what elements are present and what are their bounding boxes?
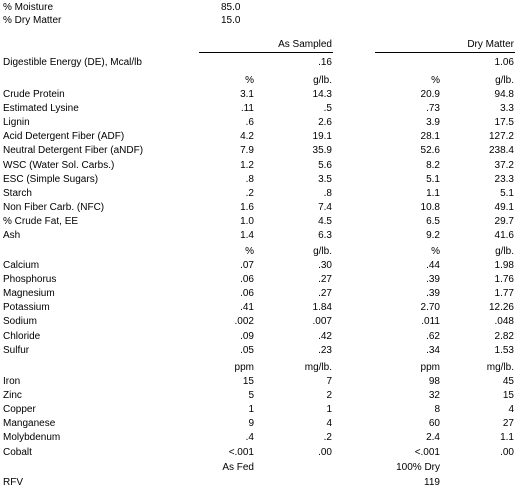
table-row xyxy=(0,273,519,287)
table-row xyxy=(0,389,519,403)
row-value: 2 xyxy=(326,390,332,402)
table-row xyxy=(0,403,519,417)
row-value: 1.6 xyxy=(240,201,254,213)
row-value: 1.2 xyxy=(240,159,254,171)
row-value: .30 xyxy=(318,260,332,271)
row-value: 3.3 xyxy=(500,103,514,115)
row-value: 60 xyxy=(428,418,440,430)
row-label: Ash xyxy=(3,230,21,241)
row-value: 6.5 xyxy=(426,215,440,227)
row-label: Zinc xyxy=(3,390,22,402)
dry-matter-value: 15.0 xyxy=(221,15,241,26)
row-value: .62 xyxy=(426,330,440,342)
row-value: .27 xyxy=(318,288,332,300)
row-value: 1 xyxy=(248,404,254,416)
table-row xyxy=(0,144,519,158)
dry-matter-rule xyxy=(375,52,515,53)
row-value: .42 xyxy=(318,330,332,342)
row-label: % Crude Fat, EE xyxy=(3,215,79,227)
row-value: 1.4 xyxy=(240,230,254,241)
row-value: .34 xyxy=(426,344,440,356)
row-value: 1.76 xyxy=(494,274,514,286)
table-row xyxy=(0,215,519,229)
row-value: 6.3 xyxy=(318,230,332,241)
rfv-dry-label: 100% Dry xyxy=(396,462,440,473)
dry-matter-label: % Dry Matter xyxy=(3,15,62,26)
row-value: 5.6 xyxy=(318,159,332,171)
unit: ppm xyxy=(420,362,440,373)
row-value: 3.1 xyxy=(240,89,254,100)
table-row xyxy=(0,259,519,273)
unit: % xyxy=(431,75,440,86)
row-label: Potassium xyxy=(3,302,50,314)
row-value: 9 xyxy=(248,418,254,430)
row-value: .07 xyxy=(240,260,254,271)
row-value: 19.1 xyxy=(312,131,332,143)
table-row xyxy=(0,116,519,130)
row-value: 8 xyxy=(434,404,440,416)
row-value: 5 xyxy=(248,390,254,402)
row-label: Iron xyxy=(3,376,21,387)
unit: mg/lb. xyxy=(486,362,514,373)
row-value: 35.9 xyxy=(312,145,332,157)
table-row xyxy=(0,446,519,460)
row-value: <.001 xyxy=(414,446,440,458)
row-label: Sulfur xyxy=(3,344,30,356)
row-value: .048 xyxy=(494,316,514,328)
row-label: Crude Protein xyxy=(3,89,65,100)
row-value: .002 xyxy=(234,316,254,328)
row-label: Acid Detergent Fiber (ADF) xyxy=(3,131,125,143)
section1-units xyxy=(0,74,519,88)
row-value: 32 xyxy=(428,390,440,402)
table-row xyxy=(0,287,519,301)
table-row xyxy=(0,187,519,201)
dry-matter-header: Dry Matter xyxy=(467,39,514,50)
row-value: 238.4 xyxy=(488,145,514,157)
unit: % xyxy=(245,246,254,257)
row-value: 1 xyxy=(326,404,332,416)
row-value: 2.82 xyxy=(494,330,514,342)
row-value: .6 xyxy=(245,117,254,129)
table-row xyxy=(0,315,519,329)
row-value: .73 xyxy=(426,103,440,115)
row-value: .27 xyxy=(318,274,332,286)
row-label: Phosphorus xyxy=(3,274,57,286)
row-value: 7.9 xyxy=(240,145,254,157)
section2-units xyxy=(0,245,519,259)
row-value: .44 xyxy=(426,260,440,271)
table-row xyxy=(0,431,519,445)
row-value: 7.4 xyxy=(318,201,332,213)
row-value: 4 xyxy=(508,404,514,416)
row-value: .8 xyxy=(323,187,332,199)
row-value: .007 xyxy=(312,316,332,328)
row-value: 2.70 xyxy=(420,302,440,314)
rfv-label: RFV xyxy=(3,477,23,488)
energy-dry-matter: 1.06 xyxy=(494,57,514,68)
row-value: .5 xyxy=(323,103,332,115)
dry-matter-row xyxy=(0,14,519,28)
row-value: 5.1 xyxy=(426,173,440,185)
row-value: 29.7 xyxy=(494,215,514,227)
row-label: Neutral Detergent Fiber (aNDF) xyxy=(3,145,144,157)
row-value: 15 xyxy=(242,376,254,387)
row-value: 2.4 xyxy=(426,432,440,444)
table-row xyxy=(0,88,519,102)
row-value: .00 xyxy=(500,446,514,458)
moisture-label: % Moisture xyxy=(3,2,54,13)
row-value: .41 xyxy=(240,302,254,314)
row-value: 4.2 xyxy=(240,131,254,143)
rfv-row xyxy=(0,476,519,490)
row-value: .11 xyxy=(240,103,254,115)
energy-row xyxy=(0,56,519,70)
row-value: 45 xyxy=(502,376,514,387)
row-value: 49.1 xyxy=(494,201,514,213)
row-value: 1.77 xyxy=(494,288,514,300)
as-sampled-rule xyxy=(199,52,333,53)
table-row xyxy=(0,130,519,144)
row-label: Non Fiber Carb. (NFC) xyxy=(3,201,105,213)
moisture-value: 85.0 xyxy=(221,2,241,13)
row-value: 5.1 xyxy=(500,187,514,199)
table-row xyxy=(0,301,519,315)
row-value: 27 xyxy=(502,418,514,430)
row-value: 4 xyxy=(326,418,332,430)
row-value: 3.9 xyxy=(426,117,440,129)
row-value: .39 xyxy=(426,288,440,300)
table-row xyxy=(0,344,519,358)
row-value: .011 xyxy=(421,316,440,328)
row-value: 17.5 xyxy=(494,117,514,129)
rfv-header-row xyxy=(0,461,519,475)
energy-as-sampled: .16 xyxy=(318,57,332,68)
table-row xyxy=(0,417,519,431)
row-value: 7 xyxy=(326,376,332,387)
moisture-row xyxy=(0,1,519,15)
table-row xyxy=(0,375,519,389)
row-value: .06 xyxy=(240,288,254,300)
row-label: Lignin xyxy=(3,117,30,129)
table-row xyxy=(0,159,519,173)
row-value: 23.3 xyxy=(494,173,514,185)
row-value: .39 xyxy=(426,274,440,286)
row-value: 28.1 xyxy=(420,131,440,143)
row-value: <.001 xyxy=(228,446,254,458)
row-value: .09 xyxy=(240,330,254,342)
unit: % xyxy=(431,246,440,257)
row-value: .23 xyxy=(318,344,332,356)
row-value: .06 xyxy=(240,274,254,286)
row-value: 14.3 xyxy=(312,89,332,100)
row-value: 4.5 xyxy=(318,215,332,227)
row-label: Cobalt xyxy=(3,446,32,458)
row-value: 52.6 xyxy=(420,145,440,157)
row-value: .8 xyxy=(245,173,254,185)
row-label: Calcium xyxy=(3,260,40,271)
row-value: .00 xyxy=(318,446,332,458)
row-value: 10.8 xyxy=(420,201,440,213)
row-value: 1.0 xyxy=(240,215,254,227)
row-value: 2.6 xyxy=(318,117,332,129)
table-row xyxy=(0,229,519,243)
row-value: 3.5 xyxy=(318,173,332,185)
row-value: 94.8 xyxy=(494,89,514,100)
table-row xyxy=(0,201,519,215)
row-value: 1.53 xyxy=(494,344,514,356)
table-row xyxy=(0,102,519,116)
section3-units xyxy=(0,361,519,375)
unit: g/lb. xyxy=(495,246,514,257)
row-value: .2 xyxy=(323,432,332,444)
unit: g/lb. xyxy=(495,75,514,86)
row-value: .2 xyxy=(245,187,254,199)
unit: g/lb. xyxy=(313,246,332,257)
row-value: 1.98 xyxy=(494,260,514,271)
row-value: 20.9 xyxy=(420,89,440,100)
row-label: Molybdenum xyxy=(3,432,61,444)
row-label: Manganese xyxy=(3,418,56,430)
row-value: 15 xyxy=(502,390,514,402)
table-row xyxy=(0,173,519,187)
row-value: 1.1 xyxy=(500,432,514,444)
row-label: Chloride xyxy=(3,330,41,342)
energy-label: Digestible Energy (DE), Mcal/lb xyxy=(3,57,142,68)
row-value: 12.26 xyxy=(488,302,514,314)
row-value: .05 xyxy=(240,344,254,356)
row-label: WSC (Water Sol. Carbs.) xyxy=(3,159,115,171)
row-label: Copper xyxy=(3,404,36,416)
unit: ppm xyxy=(234,362,254,373)
unit: mg/lb. xyxy=(304,362,332,373)
row-label: Magnesium xyxy=(3,288,55,300)
row-value: 127.2 xyxy=(488,131,514,143)
table-row xyxy=(0,330,519,344)
row-label: Estimated Lysine xyxy=(3,103,79,115)
unit: % xyxy=(245,75,254,86)
rfv-dry-value: 119 xyxy=(424,477,440,488)
row-value: 8.2 xyxy=(426,159,440,171)
as-sampled-header: As Sampled xyxy=(278,39,332,50)
row-label: ESC (Simple Sugars) xyxy=(3,173,99,185)
row-value: .4 xyxy=(245,432,254,444)
row-label: Sodium xyxy=(3,316,37,328)
row-value: 41.6 xyxy=(494,230,514,241)
row-value: 9.2 xyxy=(426,230,440,241)
unit: g/lb. xyxy=(313,75,332,86)
row-label: Starch xyxy=(3,187,32,199)
column-headers xyxy=(0,38,519,52)
rfv-as-fed-label: As Fed xyxy=(222,462,254,473)
row-value: 37.2 xyxy=(494,159,514,171)
row-value: 1.84 xyxy=(312,302,332,314)
row-value: 1.1 xyxy=(426,187,440,199)
row-value: 98 xyxy=(428,376,440,387)
